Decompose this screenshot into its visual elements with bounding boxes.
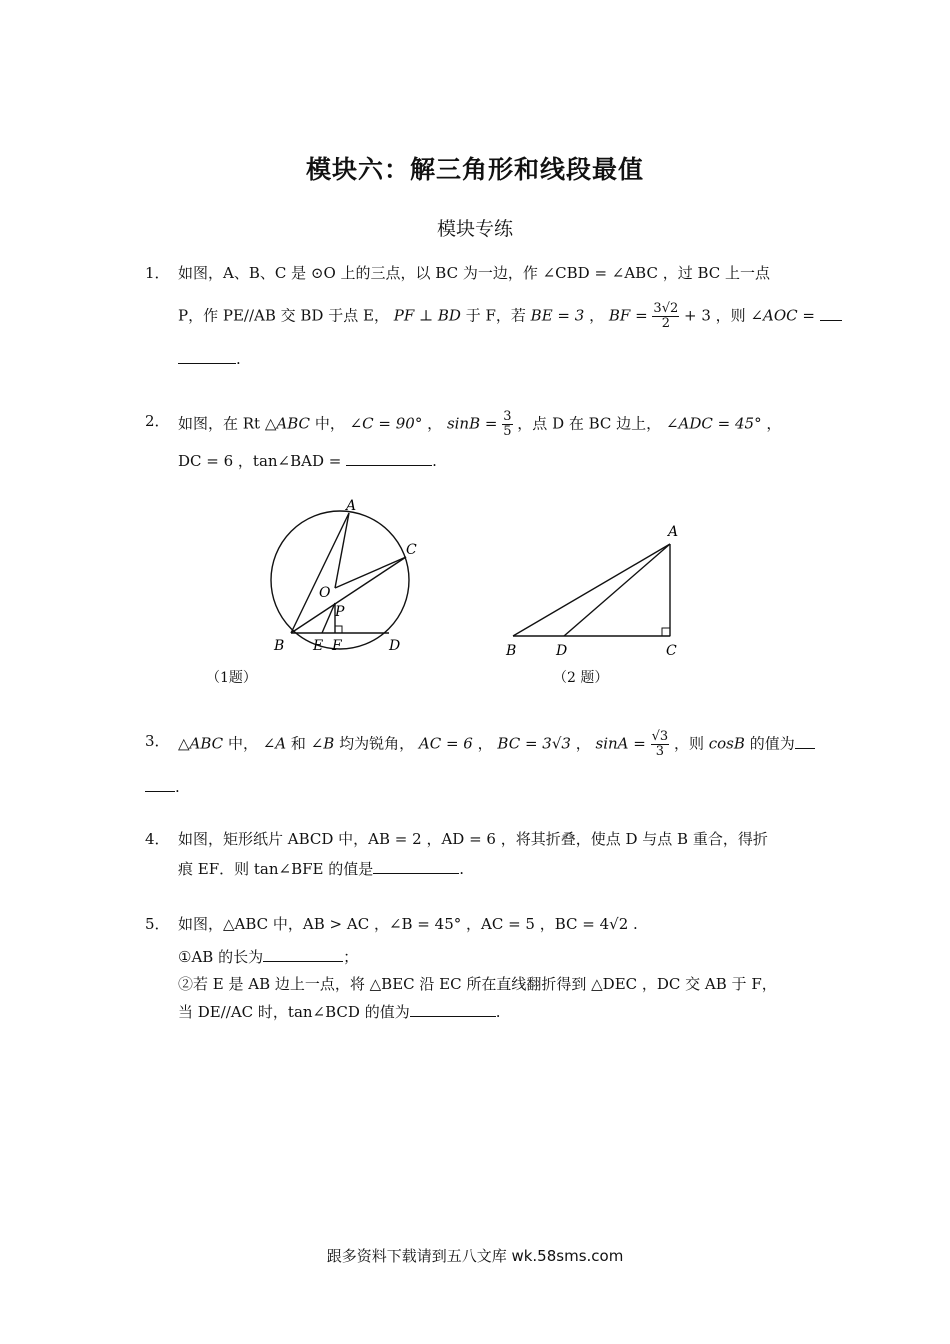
fraction-numerator: 3 — [503, 409, 512, 424]
label-b: B — [506, 643, 517, 659]
fraction-denominator: 3 — [655, 744, 665, 759]
fraction-denominator: 5 — [503, 424, 512, 439]
period: . — [495, 1003, 501, 1021]
math-expression: ∠A — [262, 734, 287, 753]
question-5-line-2 — [178, 946, 358, 968]
question-3-line-1 — [178, 730, 815, 759]
answer-blank[interactable] — [373, 859, 459, 874]
page-subtitle: 模块专练 — [436, 218, 513, 240]
text-segment: ， — [575, 734, 591, 753]
label-f: F — [332, 638, 342, 654]
question-number: 2． — [145, 412, 170, 430]
answer-blank[interactable] — [795, 734, 815, 749]
right-angle-marker — [335, 626, 342, 633]
question-number: 4． — [145, 830, 170, 848]
segment-ad — [564, 544, 670, 636]
math-expression: sinA = — [595, 734, 651, 753]
fraction-numerator: 3√2 — [653, 301, 679, 316]
text-segment: ①AB 的长为 — [178, 948, 264, 966]
segment-oc — [335, 557, 406, 588]
segment-ao — [335, 513, 349, 588]
right-angle-marker — [662, 628, 670, 636]
segment-bc — [291, 557, 406, 633]
figure-1-caption: （1题） — [206, 670, 257, 686]
math-expression: sinB = — [446, 414, 503, 433]
question-4-line-2 — [178, 858, 464, 880]
text-segment: 中， — [314, 414, 345, 433]
text-segment: 如图，在 Rt — [178, 414, 261, 433]
text-segment: ， — [589, 306, 605, 325]
text-segment: 和 — [290, 734, 311, 753]
text-segment: ， — [427, 414, 443, 433]
question-3-continuation — [145, 776, 815, 798]
text-segment: ，则 — [673, 734, 709, 753]
math-expression: ∠ADC = 45° — [665, 414, 762, 433]
label-c: C — [666, 643, 677, 659]
label-a: A — [346, 498, 357, 514]
math-expression: BC = 3√3 — [497, 734, 571, 753]
text-segment: 的值为 — [749, 734, 795, 753]
text-segment: 中， — [227, 734, 258, 753]
text-segment: 当 DE//AC 时，tan∠BCD 的值为 — [178, 1003, 410, 1021]
label-c: C — [406, 542, 417, 558]
text-segment: DC = 6 ，tan∠BAD = — [178, 452, 347, 470]
fraction-numerator: √3 — [651, 729, 669, 744]
text-segment: ， — [477, 734, 493, 753]
math-expression: AC = 6 — [418, 734, 473, 753]
question-5-line-4 — [178, 1001, 500, 1023]
label-o: O — [319, 585, 331, 601]
period: . — [175, 778, 180, 796]
fraction — [652, 302, 679, 331]
text-segment: P，作 PE//AB 交 BD 于点 E， — [178, 306, 389, 325]
page-title: 模块六：解三角形和线段最值 — [305, 155, 644, 184]
fraction — [502, 410, 512, 439]
math-expression: PF ⊥ BD — [393, 306, 461, 325]
math-expression: ∠B — [310, 734, 335, 753]
figure-2 — [498, 518, 690, 663]
footer-note: 跟多资料下载请到五八文库 wk.58sms.com — [326, 1247, 624, 1265]
question-5-line-3: ②若 E 是 AB 边上一点，将 △BEC 沿 EC 所在直线翻折得到 △DEC ，DC 交 AB 于 F， — [178, 975, 777, 993]
question-number: 1． — [145, 264, 170, 282]
text-segment: ， — [766, 414, 782, 433]
period: . — [459, 860, 465, 878]
period: . — [236, 350, 241, 368]
math-expression: BE = 3 — [530, 306, 585, 325]
question-2-line-2 — [178, 450, 437, 472]
text-segment: 于 F，若 — [465, 306, 531, 325]
label-d: D — [556, 643, 568, 659]
math-expression: △ABC — [178, 734, 224, 753]
question-1-line-3 — [178, 348, 241, 370]
answer-blank[interactable] — [410, 1002, 496, 1017]
label-p: P — [335, 604, 345, 620]
answer-blank[interactable] — [263, 947, 343, 962]
question-number: 5． — [145, 915, 170, 933]
figure-2-caption: （2 题） — [553, 670, 609, 686]
math-expression: △ABC — [264, 414, 311, 433]
question-1-line-2 — [178, 302, 842, 331]
question-4-line-1: 如图，矩形纸片 ABCD 中，AB = 2 ，AD = 6 ，将其折叠，使点 D 与点 B 重合，得折 — [178, 830, 768, 848]
figure-1 — [262, 495, 432, 660]
answer-blank[interactable] — [145, 777, 175, 792]
math-expression: ∠C = 90° — [349, 414, 423, 433]
question-1-line-1: 如图，A、B、C 是 ⊙O 上的三点，以 BC 为一边，作 ∠CBD = ∠ABC ，过 BC 上一点 — [178, 264, 771, 282]
text-segment: 均为锐角， — [339, 734, 415, 753]
text-segment: ，点 D 在 BC 边上， — [517, 414, 662, 433]
label-b: B — [274, 638, 285, 654]
math-expression: cosB — [708, 734, 745, 753]
semicolon: ； — [343, 948, 359, 966]
segment-ab — [513, 544, 670, 636]
question-number: 3． — [145, 732, 170, 750]
answer-blank[interactable] — [178, 349, 236, 364]
answer-blank[interactable] — [820, 306, 842, 321]
text-segment: + 3 ，则 — [684, 306, 751, 325]
math-expression: BF = — [608, 306, 653, 325]
question-5-line-1: 如图，△ABC 中，AB > AC ，∠B = 45° ，AC = 5 ，BC = 4√2 . — [178, 915, 638, 933]
math-expression: ∠AOC = — [750, 306, 820, 325]
fraction — [651, 730, 670, 759]
fraction-denominator: 2 — [661, 316, 670, 331]
label-a: A — [668, 524, 679, 540]
question-2-line-1 — [178, 410, 781, 439]
period: . — [432, 452, 437, 470]
label-d: D — [389, 638, 401, 654]
answer-blank[interactable] — [346, 451, 432, 466]
text-segment: 痕 EF．则 tan∠BFE 的值是 — [178, 860, 374, 878]
label-e: E — [313, 638, 324, 654]
